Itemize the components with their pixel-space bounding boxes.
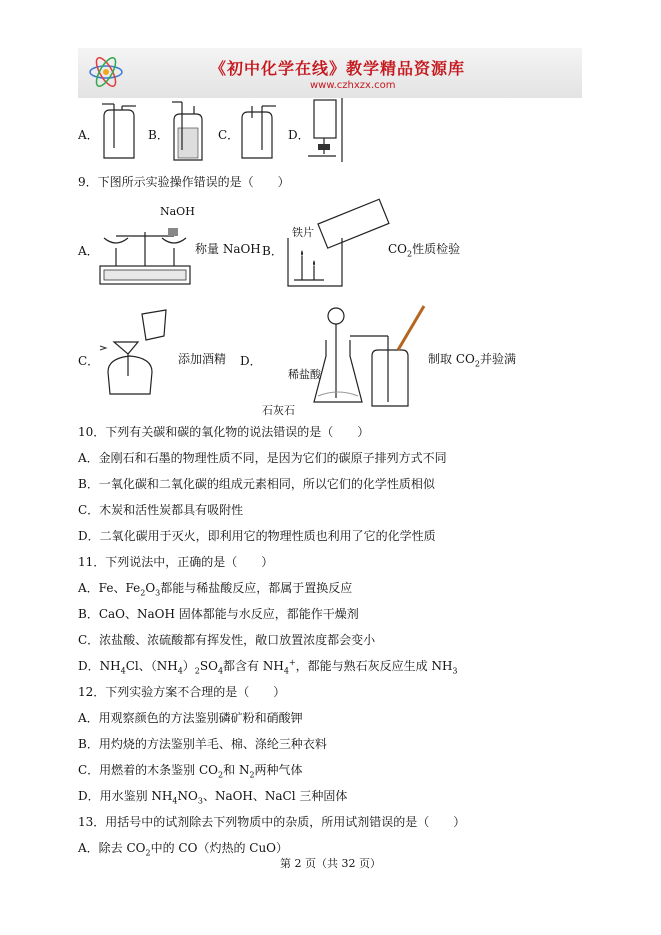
- q11-option-c: C．浓盐酸、浓硫酸都有挥发性，敞口放置浓度都会变小: [78, 633, 376, 647]
- q13-stem: 13．用括号中的试剂除去下列物质中的杂质，所用试剂错误的是（ ）: [78, 815, 466, 829]
- q9-alcohol-lamp-funnel-icon: [100, 306, 176, 398]
- q9-a-reagent-label: NaOH: [160, 205, 195, 218]
- q10-option-c: C．木炭和活性炭都具有吸附性: [78, 503, 244, 517]
- q9-a-caption: 称量 NaOH: [195, 242, 261, 256]
- q9-stem: 9．下图所示实验操作错误的是（ ）: [78, 175, 290, 189]
- q10-option-a: A．金刚石和石墨的物理性质不同，是因为它们的碳原子排列方式不同: [78, 451, 447, 465]
- q10-option-b: B．一氧化碳和二氧化碳的组成元素相同，所以它们的化学性质相似: [78, 477, 435, 491]
- q8-gas-bottle-c-icon: [238, 104, 278, 160]
- page-footer: 第 2 页（共 32 页）: [280, 857, 381, 870]
- q9-flask-collection-bottle-icon: [312, 302, 428, 412]
- banner-title: 《初中化学在线》教学精品资源库: [210, 59, 466, 78]
- q9-c-caption: 添加酒精: [178, 352, 227, 366]
- q9-d-caption: 制取 $CO_2$并验满: [428, 352, 516, 369]
- q11-option-d: D．$NH_4Cl$、$(NH_4)_2SO_4$都含有 $NH_4^+$，都能与熟石灰反应生成 $NH_3$: [78, 658, 458, 676]
- q11-option-a: A．Fe、$Fe_2O_3$都能与稀盐酸反应，都属于置换反应: [78, 581, 353, 598]
- q12-option-a: A．用观察颜色的方法鉴别磷矿粉和硝酸钾: [78, 711, 303, 725]
- q10-stem: 10．下列有关碳和碳的氧化物的说法错误的是（ ）: [78, 425, 370, 439]
- q8-gas-bottle-a-icon: [100, 102, 140, 160]
- q12-option-b: B．用灼烧的方法鉴别羊毛、棉、涤纶三种衣料: [78, 737, 327, 751]
- q8-option-c-label: C．: [218, 128, 240, 142]
- q12-stem: 12．下列实验方案不合理的是（ ）: [78, 685, 286, 699]
- q8-option-a-label: A．: [78, 128, 99, 142]
- atom-logo-icon: [86, 52, 126, 92]
- q9-b-reagent-label: 铁片: [292, 226, 314, 239]
- q9-d-stone-label: 石灰石: [262, 404, 295, 417]
- q9-balance-scale-icon: [98, 218, 194, 288]
- q13-option-a: A．除去 $CO_2$中的 CO（灼热的 CuO）: [78, 841, 289, 858]
- q11-option-b: B．CaO、NaOH 固体都能与水反应，都能作干燥剂: [78, 607, 359, 621]
- q12-option-c: C．用燃着的木条鉴别 $CO_2$和 $N_2$两种气体: [78, 763, 303, 780]
- q9-b-caption: $CO_2$性质检验: [388, 242, 461, 259]
- q9-option-d-label: D．: [240, 354, 262, 368]
- header-banner: [78, 48, 582, 98]
- q9-d-acid-label: 稀盐酸: [288, 368, 321, 381]
- q8-gas-bottle-b-icon: [170, 100, 206, 162]
- banner-url: www.czhxzx.com: [310, 80, 396, 91]
- q9-option-b-label: B．: [262, 244, 283, 258]
- q9-beaker-candles-icon: [284, 200, 388, 290]
- q8-option-d-label: D．: [288, 128, 310, 142]
- q8-option-b-label: B．: [148, 128, 169, 142]
- q9-option-c-label: C．: [78, 354, 100, 368]
- q9-option-a-label: A．: [78, 244, 99, 258]
- q11-stem: 11．下列说法中，正确的是（ ）: [78, 555, 274, 569]
- q8-inverted-bottle-d-icon: [306, 98, 350, 164]
- q10-option-d: D．二氧化碳用于灭火，即利用它的物理性质也利用了它的化学性质: [78, 529, 436, 543]
- q12-option-d: D．用水鉴别 $NH_4NO_3$、NaOH、NaCl 三种固体: [78, 789, 348, 806]
